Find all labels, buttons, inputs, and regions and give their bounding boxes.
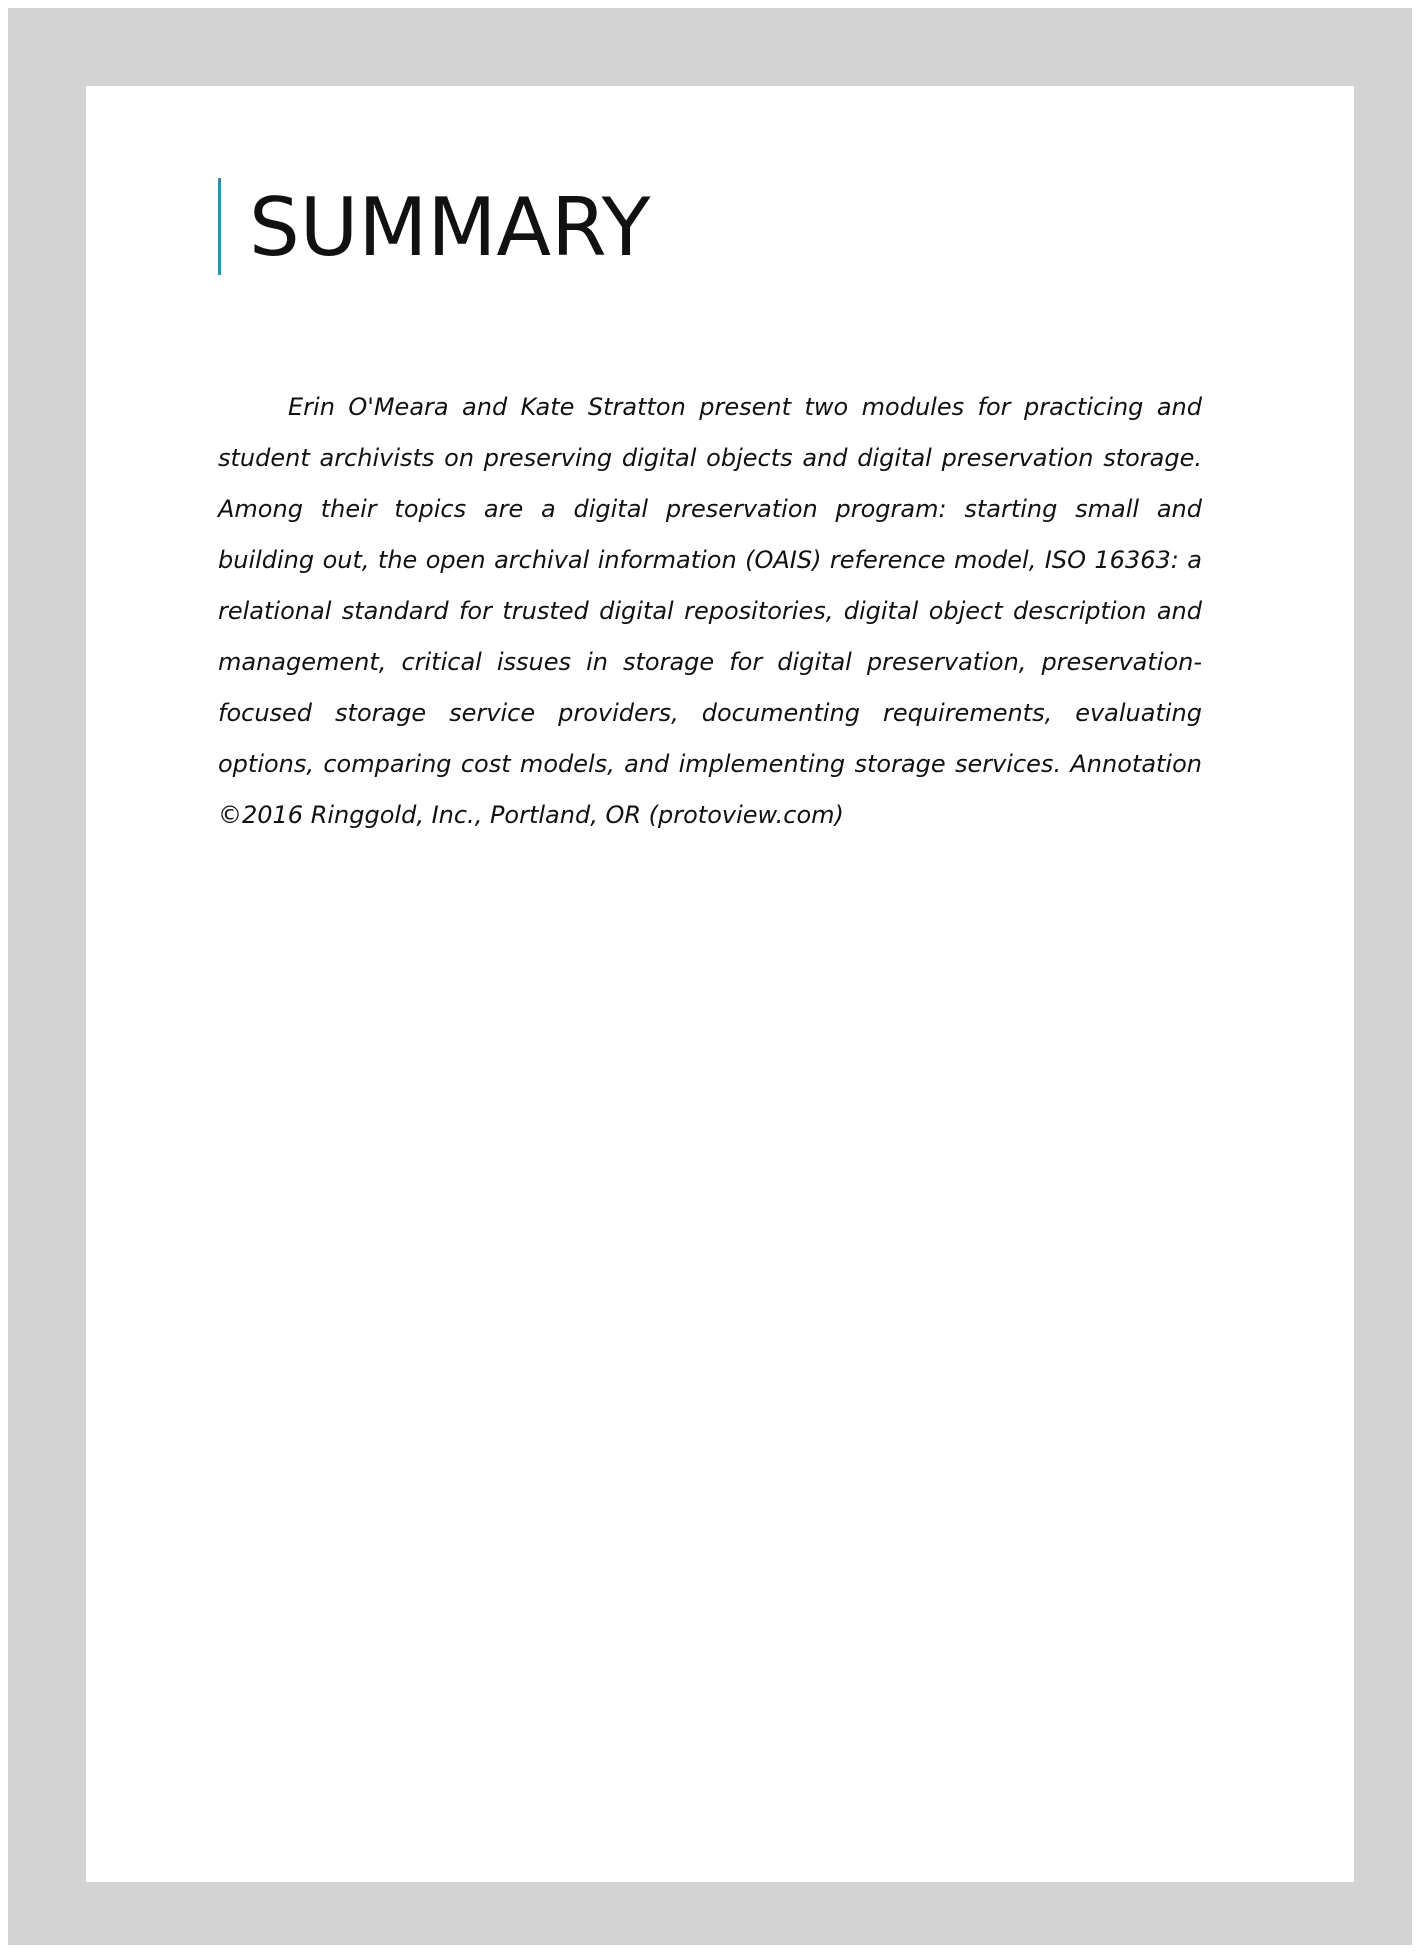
title-accent-bar [218,178,221,275]
summary-paragraph: Erin O'Meara and Kate Stratton present two modules for practicing and student archivists on preserving digital objects and digital preservation storage. Among their topics are a digital preservation program: starting small and building out, the open archival information (OAIS) reference model, ISO 16363: a relational standard for trusted digital repositories, digital object description and management, critical issues in storage for digital preservation, preservation-focused storage service providers, documenting requirements, evaluating options, comparing cost models, and implementing storage services. Annotation ©2016 Ringgold, Inc., Portland, OR (protoview.com) [218,393,1202,829]
page-frame [8,8,1412,1945]
page-title: SUMMARY [249,181,651,274]
document-page [86,86,1354,1882]
